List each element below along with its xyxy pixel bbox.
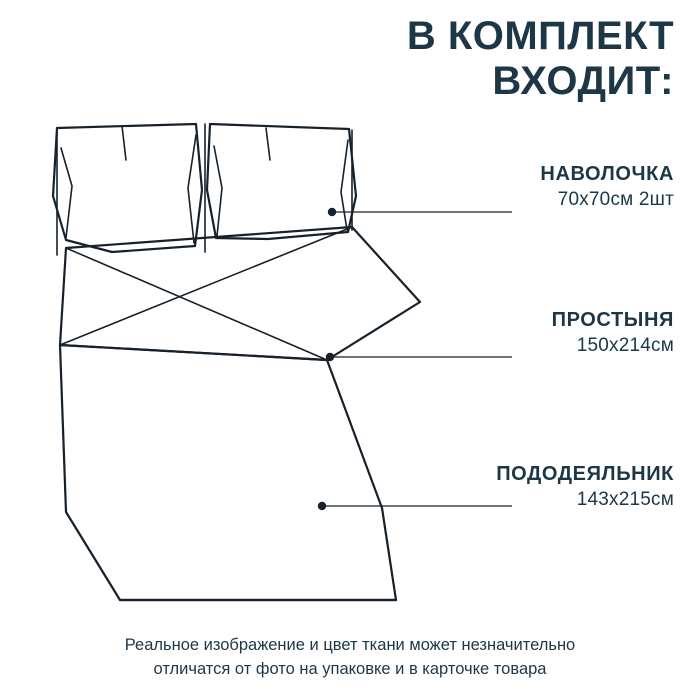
callout-duvet-cover [344, 462, 674, 512]
disclaimer-text [0, 634, 700, 682]
callout-sheet-size: 150х214см [576, 335, 674, 356]
callout-sheet-label: ПРОСТЫНЯ [551, 309, 674, 331]
callout-duvet-cover-label: ПОДОДЕЯЛЬНИК [496, 463, 674, 485]
callout-pillowcase-size: 70х70см 2шт [557, 189, 674, 210]
disclaimer-line-2: отличатся от фото на упаковке и в карточке товара [153, 660, 547, 679]
disclaimer-line-1: Реальное изображение и цвет ткани может незначительно [124, 636, 576, 655]
callout-pillowcase-label: НАВОЛОЧКА [540, 163, 674, 185]
callout-sheet [344, 308, 674, 358]
page-title-line-1: В КОМПЛЕКТ [406, 14, 674, 58]
callout-pillowcase [344, 162, 674, 212]
page-title-line-2: ВХОДИТ: [492, 58, 674, 103]
callout-duvet-cover-size: 143х215см [576, 489, 674, 510]
